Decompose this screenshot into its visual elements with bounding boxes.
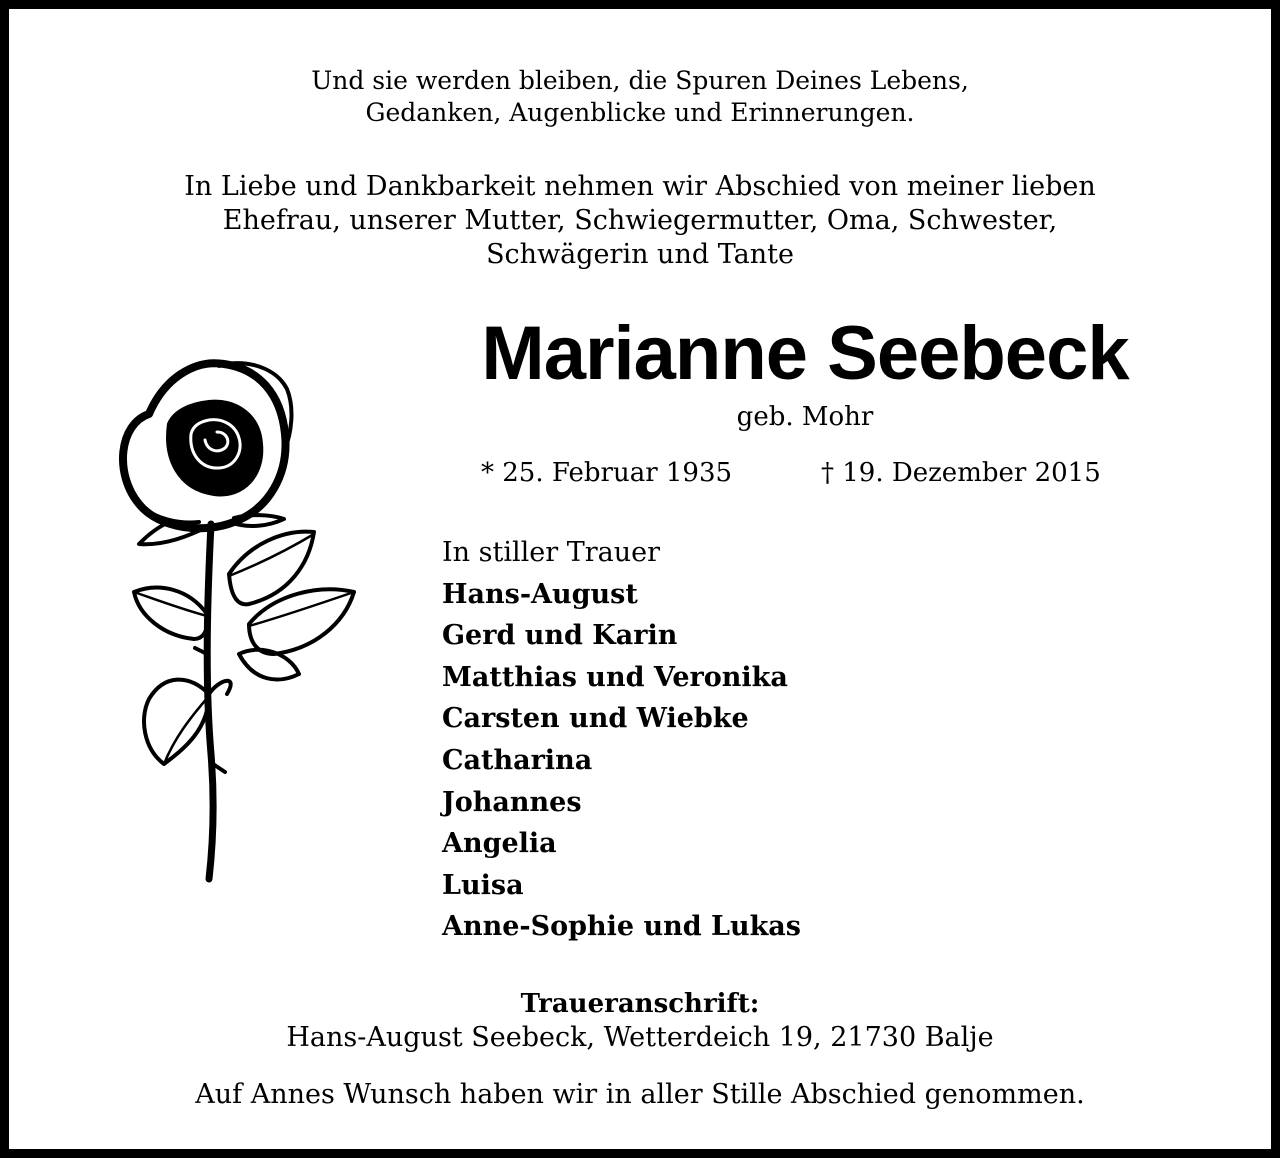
death-date: † 19. Dezember 2015 (821, 458, 1101, 488)
rose-icon (109, 354, 359, 884)
mourner-name: Catharina (442, 744, 593, 776)
verse (9, 65, 1271, 129)
closing-note: Auf Annes Wunsch haben wir in aller Stille Abschied genommen. (195, 1079, 1085, 1110)
mourner-name: Anne-Sophie und Lukas (442, 911, 802, 943)
mourner-name: Gerd und Karin (442, 620, 678, 652)
mourner-name: Hans-August (442, 578, 638, 610)
address-label: Traueranschrift: (520, 989, 760, 1019)
address-value: Hans-August Seebeck, Wetterdeich 19, 21730 Balje (286, 1022, 994, 1053)
verse-line-2: Gedanken, Augenblicke und Erinnerungen. (365, 98, 915, 127)
mourners-heading: In stiller Trauer (442, 537, 661, 568)
mourners-list (442, 532, 801, 948)
verse-line-1: Und sie werden bleiben, die Spuren Deines Lebens, (311, 66, 969, 95)
intro-text (9, 170, 1271, 272)
mourner-name: Johannes (442, 786, 582, 818)
birth-date: * 25. Februar 1935 (481, 458, 733, 488)
intro-line-3: Schwägerin und Tante (486, 239, 794, 270)
deceased-name: Marianne Seebeck (481, 311, 1129, 396)
mourner-name: Carsten und Wiebke (442, 703, 749, 735)
intro-line-1: In Liebe und Dankbarkeit nehmen wir Abschied von meiner lieben (184, 171, 1096, 202)
maiden-name: geb. Mohr (736, 402, 874, 432)
mourner-name: Luisa (442, 869, 524, 901)
mourner-name: Matthias und Veronika (442, 661, 788, 693)
mourner-name: Angelia (442, 828, 557, 860)
intro-line-2: Ehefrau, unserer Mutter, Schwiegermutter, Oma, Schwester, (222, 205, 1058, 236)
